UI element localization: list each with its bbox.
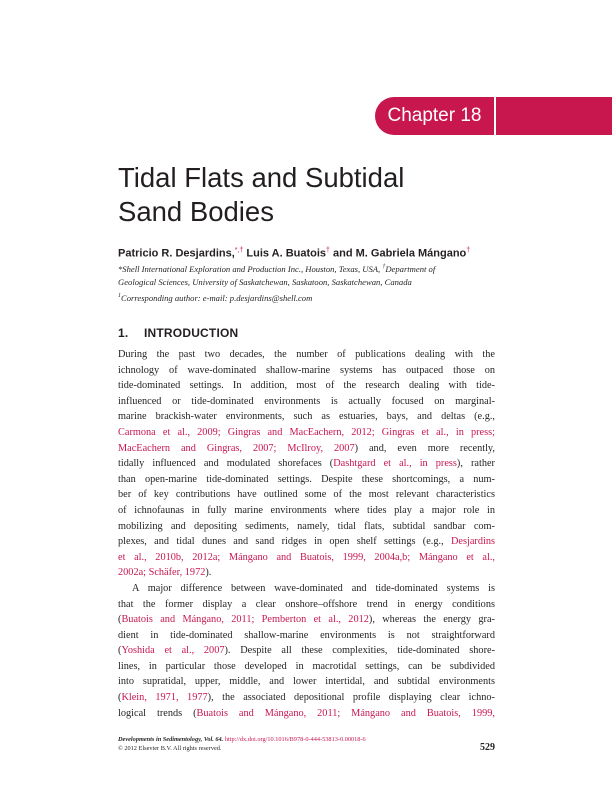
citation-link[interactable]: Dashtgard et al., in press [333, 458, 457, 470]
p2-line: into supratidal, upper, middle, and lower intertidal, and subtidal environments [118, 676, 495, 688]
p1-line: marine brackish-water environments, such as estuaries, bays, and deltas (e.g., [118, 411, 495, 423]
p1-line: tide-dominated settings. In addition, most of the research dealing with tide- [118, 380, 495, 392]
author-list [118, 244, 518, 261]
p1-line: ichnology of wave-dominated shallow-marine systems has outpaced those on [118, 364, 495, 376]
affil-corr-mark: 1 [118, 292, 121, 299]
affil-dagger: † [382, 264, 386, 270]
author-1: Patricio R. Desjardins, [118, 247, 235, 260]
p2-line [118, 612, 495, 628]
section-heading [118, 326, 238, 340]
section-number: 1. [118, 326, 129, 340]
body-text [118, 347, 495, 721]
chapter-divider [494, 97, 496, 135]
affil-line-1b: Department of [385, 263, 436, 274]
author-3-mark[interactable]: † [466, 247, 471, 254]
p2-text: ). Despite all these complexities, tide-dominated shore- [224, 645, 495, 657]
title-line-1: Tidal Flats and Subtidal [118, 162, 405, 193]
p2-text: ), the associated depositional profile displaying clear ichno- [207, 692, 495, 704]
author-3: M. Gabriela Mángano [355, 247, 467, 260]
p2-text: logical trends ( [118, 707, 197, 719]
citation-link[interactable]: Carmona et al., 2009; Gingras and MacEachern, 2012; Gingras et al., in press; [118, 426, 495, 438]
citation-link[interactable]: Buatois and Mángano, 2011; Mángano and Buatois, 1999, [196, 707, 495, 719]
affil-line-2: Geological Sciences, University of Saskatchewan, Saskatoon, Saskatchewan, Canada [118, 277, 412, 288]
p1-line [118, 456, 495, 472]
citation-link[interactable]: Klein, 1971, 1977 [121, 692, 208, 704]
p1-line: mobilizing and depositing sediments, namely, tidal flats, subtidal sandbar com- [118, 520, 495, 532]
p1-line: than open-marine tide-dominated settings. Despite these shortcomings, a num- [118, 473, 495, 485]
p1-line [118, 441, 495, 457]
p1-line: of ichnofaunas in fully marine environments where tides play a major role in [118, 504, 495, 516]
p1-text: ), rather [456, 458, 495, 470]
author-2-mark[interactable]: † [326, 247, 330, 254]
p1-line: ber of key contributions have outlined some of the most relevant characteristics [118, 489, 495, 501]
p2-text: ( [118, 645, 122, 657]
p2-text: ( [118, 614, 122, 626]
section-title: INTRODUCTION [144, 326, 239, 340]
corresponding-author: Corresponding author: e-mail: p.desjardins@shell.com [121, 292, 313, 303]
p1-line: influenced or tide-dominated environments is actually focused on marginal- [118, 395, 495, 407]
citation-link[interactable]: et al., 2010b, 2012a; Mángano and Buatois, 1999, 2004a,b; Mángano et al., [118, 551, 495, 563]
citation-link[interactable]: Desjardins [450, 536, 495, 548]
page-footer [118, 735, 495, 753]
copyright: © 2012 Elsevier B.V. All rights reserved. [118, 745, 222, 752]
title-line-2: Sand Bodies [118, 196, 274, 227]
chapter-title [118, 161, 518, 229]
p2-line [118, 690, 495, 706]
p2-line [118, 643, 495, 659]
citation-link[interactable]: MacEachern and Gingras, 2007; McIlroy, 2007 [118, 442, 355, 454]
p2-line: that the former display a clear onshore–offshore trend in energy conditions [118, 598, 495, 610]
citation-link[interactable]: Buatois and Mángano, 2011; Pemberton et al., 2012 [121, 614, 369, 626]
p2-line: lines, in particular those developed in macrotidal settings, can be subdivided [118, 660, 495, 672]
p2-text: ( [118, 692, 122, 704]
p2-line: dient in tide-dominated shallow-marine environments is not straightforward [118, 629, 495, 641]
doi-link[interactable]: http://dx.doi.org/10.1016/B978-0-444-53813-0.00018-6 [224, 736, 366, 743]
affiliations [118, 261, 498, 305]
p1-text: plexes, and tidal dunes and sand ridges in open shelf settings (e.g., [118, 536, 451, 548]
chapter-label: Chapter 18 [387, 105, 482, 126]
p1-text: tidally influenced and modulated shorefaces ( [118, 458, 334, 470]
affil-star: * [118, 263, 123, 274]
author-and: and [333, 247, 353, 260]
affil-line-1: Shell International Exploration and Production Inc., Houston, Texas, USA, [122, 263, 381, 274]
journal-name: Developments in Sedimentology, Vol. 64. [118, 736, 224, 743]
page-number: 529 [480, 742, 495, 753]
citation-link[interactable]: Yoshida et al., 2007 [121, 645, 225, 657]
citation-link[interactable]: 2002a; Schäfer, 1972 [118, 567, 206, 579]
p1-line [118, 534, 495, 550]
chapter-tab [375, 97, 612, 135]
p1-text: ) and, even more recently, [354, 442, 495, 454]
p2-line [118, 706, 495, 722]
author-2: Luis A. Buatois [246, 247, 327, 260]
p1-line [118, 565, 495, 581]
p1-line: During the past two decades, the number of publications dealing with the [118, 349, 495, 360]
author-1-mark[interactable]: *,† [234, 247, 244, 254]
p2-text: ), whereas the energy gra- [368, 614, 495, 626]
p1-text: ). [205, 567, 212, 579]
p2-line: A major difference between wave-dominated and tide-dominated systems is [132, 582, 495, 594]
